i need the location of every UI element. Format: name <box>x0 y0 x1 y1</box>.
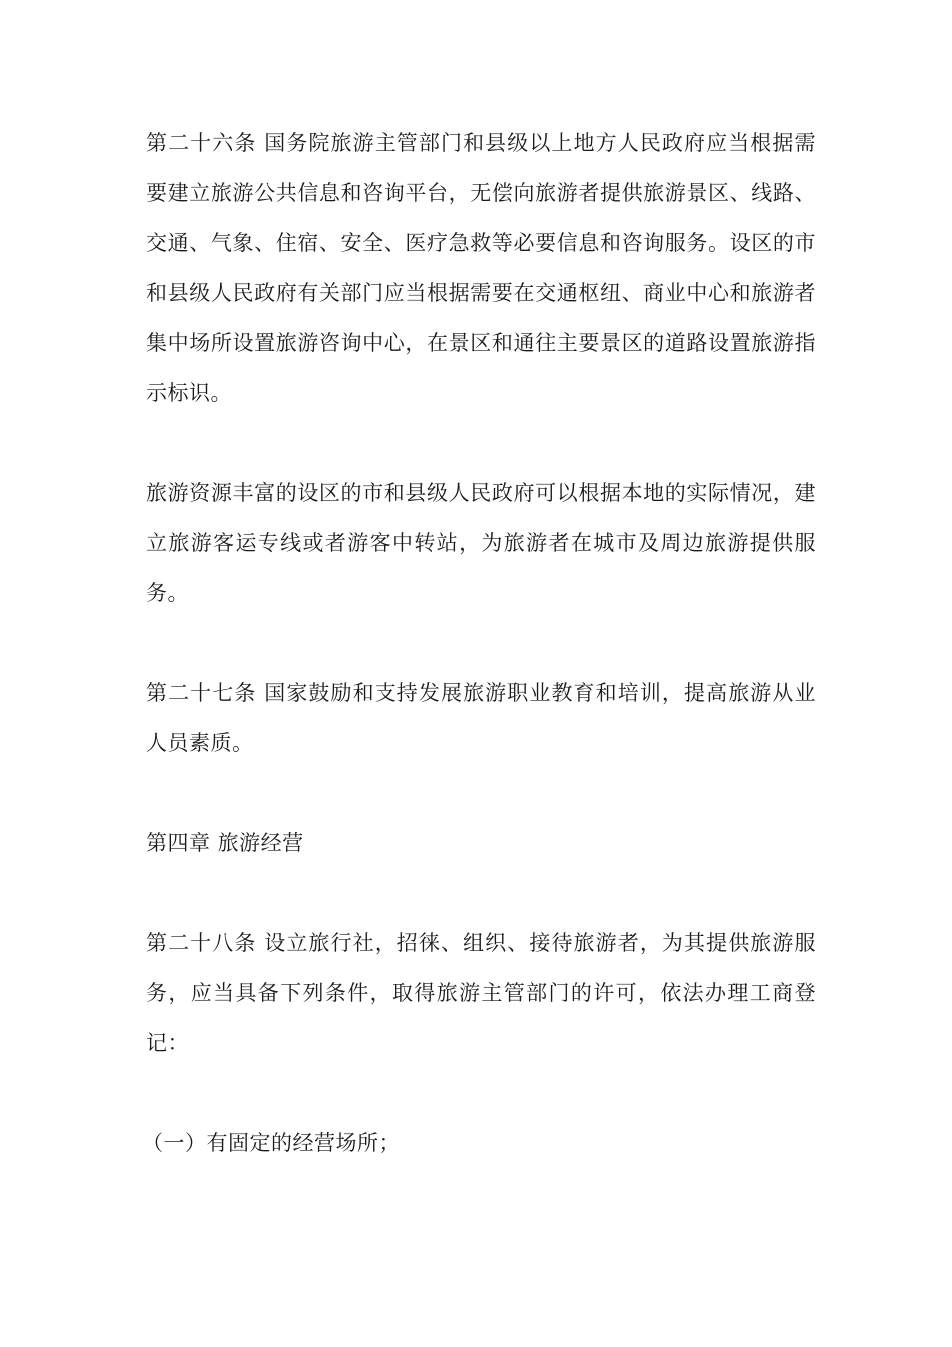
document-body <box>142 118 816 1218</box>
paragraph-tourism-resources: 旅游资源丰富的设区的市和县级人民政府可以根据本地的实际情况，建立旅游客运专线或者游客中转站，为旅游者在城市及周边旅游提供服务。 <box>146 481 816 605</box>
article-26: 第二十六条 国务院旅游主管部门和县级以上地方人民政府应当根据需要建立旅游公共信息和咨询平台，无偿向旅游者提供旅游景区、线路、交通、气象、住宿、安全、医疗急救等必要信息和咨询服务。设区的市和县级人民政府有关部门应当根据需要在交通枢纽、商业中心和旅游者集中场所设置旅游咨询中心，在景区和通往主要景区的道路设置旅游指示标识。 <box>146 131 816 405</box>
article-28: 第二十八条 设立旅行社，招徕、组织、接待旅游者，为其提供旅游服务，应当具备下列条件，取得旅游主管部门的许可，依法办理工商登记： <box>146 931 816 1055</box>
chapter-heading: 第四章 旅游经营 <box>146 831 304 855</box>
article-27: 第二十七条 国家鼓励和支持发展旅游职业教育和培训，提高旅游从业人员素质。 <box>146 681 816 755</box>
list-item-1: （一）有固定的经营场所； <box>142 1131 400 1155</box>
